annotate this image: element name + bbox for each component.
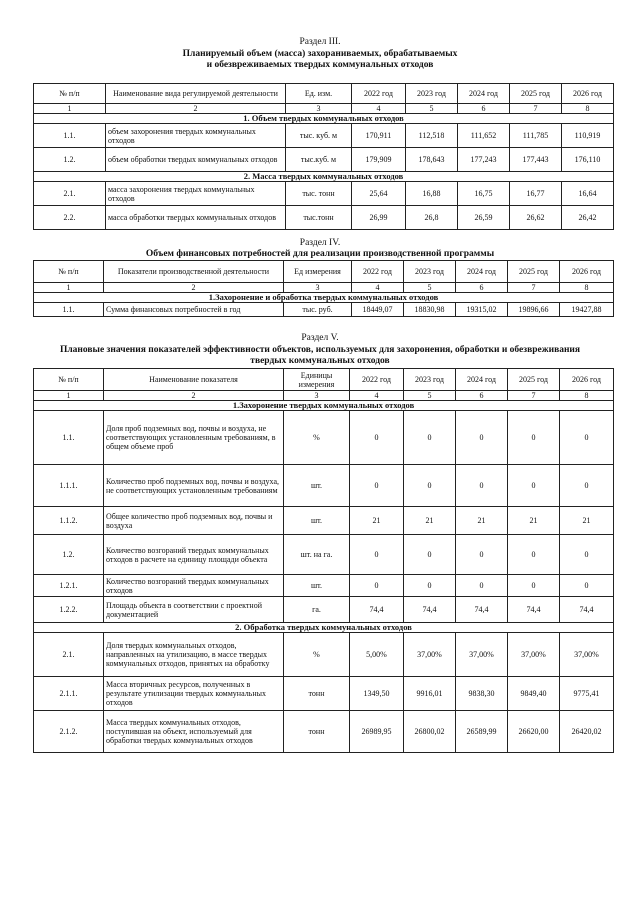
group-title: 1. Объем твердых коммунальных отходов xyxy=(34,114,614,124)
group-title: 2. Обработка твердых коммунальных отходов xyxy=(34,623,614,633)
column-number: 7 xyxy=(508,283,560,293)
group-title: 2. Масса твердых коммунальных отходов xyxy=(34,172,614,182)
unit: % xyxy=(284,411,350,465)
header-row xyxy=(34,84,614,104)
section4-heading: Раздел IV. xyxy=(299,238,341,248)
year-value: 177,443 xyxy=(510,148,562,172)
year-value: 5,00% xyxy=(350,633,404,677)
year-value: 9775,41 xyxy=(560,677,614,711)
column-number: 4 xyxy=(352,283,404,293)
indicator-name: масса обработки твердых коммунальных отходов xyxy=(106,206,286,230)
group-title-row xyxy=(34,401,614,411)
year-value: 18830,98 xyxy=(404,303,456,317)
unit: шт. xyxy=(284,507,350,535)
row-number: 1.1. xyxy=(34,124,106,148)
table-row xyxy=(34,148,614,172)
column-header: 2024 год xyxy=(456,261,508,283)
year-value: 0 xyxy=(560,575,614,597)
year-value: 19315,02 xyxy=(456,303,508,317)
row-number: 1.2.2. xyxy=(34,597,104,623)
column-header: 2022 год xyxy=(352,261,404,283)
row-number: 2.1.2. xyxy=(34,711,104,753)
column-number: 3 xyxy=(286,104,352,114)
column-header: 2025 год xyxy=(508,369,560,391)
year-value: 26420,02 xyxy=(560,711,614,753)
year-value: 16,75 xyxy=(458,182,510,206)
column-header: Ед измерения xyxy=(284,261,352,283)
year-value: 26800,02 xyxy=(404,711,456,753)
year-value: 21 xyxy=(404,507,456,535)
year-value: 21 xyxy=(350,507,404,535)
year-value: 176,110 xyxy=(562,148,614,172)
indicator-name: объем обработки твердых коммунальных отходов xyxy=(106,148,286,172)
year-value: 26,59 xyxy=(458,206,510,230)
year-value: 0 xyxy=(560,535,614,575)
section5-title-line2: твердых коммунальных отходов xyxy=(250,356,390,366)
column-number: 6 xyxy=(456,391,508,401)
year-value: 177,243 xyxy=(458,148,510,172)
year-value: 16,88 xyxy=(406,182,458,206)
year-value: 170,911 xyxy=(352,124,406,148)
table-row xyxy=(34,411,614,465)
year-value: 0 xyxy=(404,575,456,597)
column-number: 1 xyxy=(34,104,106,114)
year-value: 74,4 xyxy=(560,597,614,623)
year-value: 178,643 xyxy=(406,148,458,172)
table-row xyxy=(34,465,614,507)
year-value: 19427,88 xyxy=(560,303,614,317)
column-number: 5 xyxy=(406,104,458,114)
column-number: 3 xyxy=(284,283,352,293)
year-value: 0 xyxy=(456,465,508,507)
year-value: 18449,07 xyxy=(352,303,404,317)
column-header: Наименование показателя xyxy=(104,369,284,391)
year-value: 21 xyxy=(508,507,560,535)
indicator-name: Масса вторичных ресурсов, полученных в результате утилизации твердых коммунальных отходов xyxy=(104,677,284,711)
column-header: 2025 год xyxy=(508,261,560,283)
unit: шт. xyxy=(284,575,350,597)
year-value: 0 xyxy=(560,411,614,465)
section3-title-line2: и обезвреживаемых твердых коммунальных отходов xyxy=(206,60,434,70)
section3-table xyxy=(33,83,614,230)
group-title: 1.Захоронение и обработка твердых коммунальных отходов xyxy=(34,293,614,303)
column-header: 2026 год xyxy=(560,261,614,283)
row-number: 2.1. xyxy=(34,633,104,677)
unit: шт. на га. xyxy=(284,535,350,575)
group-title-row xyxy=(34,623,614,633)
year-value: 26,8 xyxy=(406,206,458,230)
row-number: 2.1. xyxy=(34,182,106,206)
year-value: 16,64 xyxy=(562,182,614,206)
year-value: 179,909 xyxy=(352,148,406,172)
column-header: № п/п xyxy=(34,84,106,104)
table-row xyxy=(34,303,614,317)
row-number: 1.1.2. xyxy=(34,507,104,535)
year-value: 111,652 xyxy=(458,124,510,148)
year-value: 0 xyxy=(404,535,456,575)
row-number: 2.2. xyxy=(34,206,106,230)
column-header: Показатели производственной деятельности xyxy=(104,261,284,283)
unit: % xyxy=(284,633,350,677)
column-number: 7 xyxy=(510,104,562,114)
group-title-row xyxy=(34,293,614,303)
section4-table xyxy=(33,260,614,317)
group-title-row xyxy=(34,172,614,182)
column-number: 6 xyxy=(458,104,510,114)
year-value: 0 xyxy=(350,575,404,597)
table-row xyxy=(34,711,614,753)
year-value: 21 xyxy=(456,507,508,535)
year-value: 0 xyxy=(350,535,404,575)
column-number: 5 xyxy=(404,391,456,401)
unit: тыс. куб. м xyxy=(286,124,352,148)
column-header: 2022 год xyxy=(352,84,406,104)
row-number: 2.1.1. xyxy=(34,677,104,711)
column-number: 1 xyxy=(34,391,104,401)
year-value: 74,4 xyxy=(350,597,404,623)
year-value: 21 xyxy=(560,507,614,535)
unit: тыс. тонн xyxy=(286,182,352,206)
column-header: 2026 год xyxy=(562,84,614,104)
unit: тыс.тонн xyxy=(286,206,352,230)
column-number: 8 xyxy=(560,391,614,401)
section5-heading: Раздел V. xyxy=(301,333,339,343)
year-value: 0 xyxy=(350,411,404,465)
row-number: 1.1. xyxy=(34,411,104,465)
indicator-name: Общее количество проб подземных вод, почвы и воздуха xyxy=(104,507,284,535)
year-value: 26,99 xyxy=(352,206,406,230)
row-number: 1.1. xyxy=(34,303,104,317)
year-value: 0 xyxy=(404,465,456,507)
column-number: 6 xyxy=(456,283,508,293)
column-number: 1 xyxy=(34,283,104,293)
year-value: 74,4 xyxy=(508,597,560,623)
table-row xyxy=(34,535,614,575)
year-value: 110,919 xyxy=(562,124,614,148)
year-value: 9838,30 xyxy=(456,677,508,711)
table-row xyxy=(34,677,614,711)
year-value: 9916,01 xyxy=(404,677,456,711)
year-value: 26989,95 xyxy=(350,711,404,753)
indicator-name: Доля проб подземных вод, почвы и воздуха, не соответствующих установленным требованиям, в общем объеме проб xyxy=(104,411,284,465)
section3-heading: Раздел III. xyxy=(299,37,341,47)
column-number: 2 xyxy=(104,283,284,293)
column-header: Наименование вида регулируемой деятельности xyxy=(106,84,286,104)
indicator-name: Масса твердых коммунальных отходов, поступившая на объект, используемый для обработки твердых коммунальных отходов xyxy=(104,711,284,753)
table-row xyxy=(34,633,614,677)
year-value: 9849,40 xyxy=(508,677,560,711)
table-row xyxy=(34,124,614,148)
year-value: 26,42 xyxy=(562,206,614,230)
numbering-row xyxy=(34,104,614,114)
year-value: 0 xyxy=(456,411,508,465)
column-header: 2023 год xyxy=(404,261,456,283)
header-row xyxy=(34,261,614,283)
year-value: 26589,99 xyxy=(456,711,508,753)
column-number: 2 xyxy=(104,391,284,401)
column-number: 2 xyxy=(106,104,286,114)
column-header: 2024 год xyxy=(458,84,510,104)
indicator-name: Площадь объекта в соответствии с проектной документацией xyxy=(104,597,284,623)
year-value: 0 xyxy=(508,575,560,597)
numbering-row xyxy=(34,391,614,401)
column-number: 5 xyxy=(404,283,456,293)
column-header: 2022 год xyxy=(350,369,404,391)
year-value: 16,77 xyxy=(510,182,562,206)
year-value: 111,785 xyxy=(510,124,562,148)
column-header: 2023 год xyxy=(404,369,456,391)
section3-title-line1: Планируемый объем (масса) захораниваемых, обрабатываемых xyxy=(182,49,458,59)
table-row xyxy=(34,507,614,535)
column-number: 8 xyxy=(560,283,614,293)
year-value: 37,00% xyxy=(508,633,560,677)
indicator-name: масса захоронения твердых коммунальных отходов xyxy=(106,182,286,206)
indicator-name: объем захоронения твердых коммунальных отходов xyxy=(106,124,286,148)
year-value: 26620,00 xyxy=(508,711,560,753)
unit: тыс. руб. xyxy=(284,303,352,317)
year-value: 74,4 xyxy=(456,597,508,623)
year-value: 0 xyxy=(508,535,560,575)
row-number: 1.2.1. xyxy=(34,575,104,597)
indicator-name: Доля твердых коммунальных отходов, направленных на утилизацию, в массе твердых коммунальных отходов, принятых на обработку xyxy=(104,633,284,677)
row-number: 1.2. xyxy=(34,535,104,575)
column-header: 2026 год xyxy=(560,369,614,391)
year-value: 0 xyxy=(404,411,456,465)
indicator-name: Сумма финансовых потребностей в год xyxy=(104,303,284,317)
table-row xyxy=(34,182,614,206)
table-row xyxy=(34,206,614,230)
year-value: 37,00% xyxy=(560,633,614,677)
year-value: 74,4 xyxy=(404,597,456,623)
year-value: 0 xyxy=(508,411,560,465)
unit: тонн xyxy=(284,677,350,711)
column-number: 4 xyxy=(352,104,406,114)
indicator-name: Количество проб подземных вод, почвы и воздуха, не соответствующих установленным требованиям xyxy=(104,465,284,507)
year-value: 0 xyxy=(560,465,614,507)
year-value: 0 xyxy=(508,465,560,507)
column-number: 4 xyxy=(350,391,404,401)
unit: тыс.куб. м xyxy=(286,148,352,172)
unit: га. xyxy=(284,597,350,623)
section4-title: Объем финансовых потребностей для реализации производственной программы xyxy=(145,249,495,259)
column-header: № п/п xyxy=(34,369,104,391)
year-value: 1349,50 xyxy=(350,677,404,711)
column-header: 2025 год xyxy=(510,84,562,104)
year-value: 37,00% xyxy=(404,633,456,677)
year-value: 112,518 xyxy=(406,124,458,148)
column-number: 3 xyxy=(284,391,350,401)
year-value: 37,00% xyxy=(456,633,508,677)
row-number: 1.1.1. xyxy=(34,465,104,507)
year-value: 25,64 xyxy=(352,182,406,206)
year-value: 26,62 xyxy=(510,206,562,230)
group-title-row xyxy=(34,114,614,124)
section5-table xyxy=(33,368,614,753)
column-number: 7 xyxy=(508,391,560,401)
group-title: 1.Захоронение твердых коммунальных отходов xyxy=(34,401,614,411)
year-value: 0 xyxy=(456,575,508,597)
header-row xyxy=(34,369,614,391)
table-row xyxy=(34,597,614,623)
column-header: 2023 год xyxy=(406,84,458,104)
column-header: № п/п xyxy=(34,261,104,283)
unit: шт. xyxy=(284,465,350,507)
year-value: 19896,66 xyxy=(508,303,560,317)
unit: тонн xyxy=(284,711,350,753)
indicator-name: Количество возгораний твердых коммунальных отходов xyxy=(104,575,284,597)
year-value: 0 xyxy=(456,535,508,575)
column-header: 2024 год xyxy=(456,369,508,391)
numbering-row xyxy=(34,283,614,293)
column-header: Ед. изм. xyxy=(286,84,352,104)
section5-title-line1: Плановые значения показателей эффективности объектов, используемых для захоронения, обработки и обезвреживания xyxy=(59,345,581,355)
column-number: 8 xyxy=(562,104,614,114)
year-value: 0 xyxy=(350,465,404,507)
row-number: 1.2. xyxy=(34,148,106,172)
indicator-name: Количество возгораний твердых коммунальных отходов в расчете на единицу площади объекта xyxy=(104,535,284,575)
column-header: Единицы измерения xyxy=(284,369,350,391)
table-row xyxy=(34,575,614,597)
